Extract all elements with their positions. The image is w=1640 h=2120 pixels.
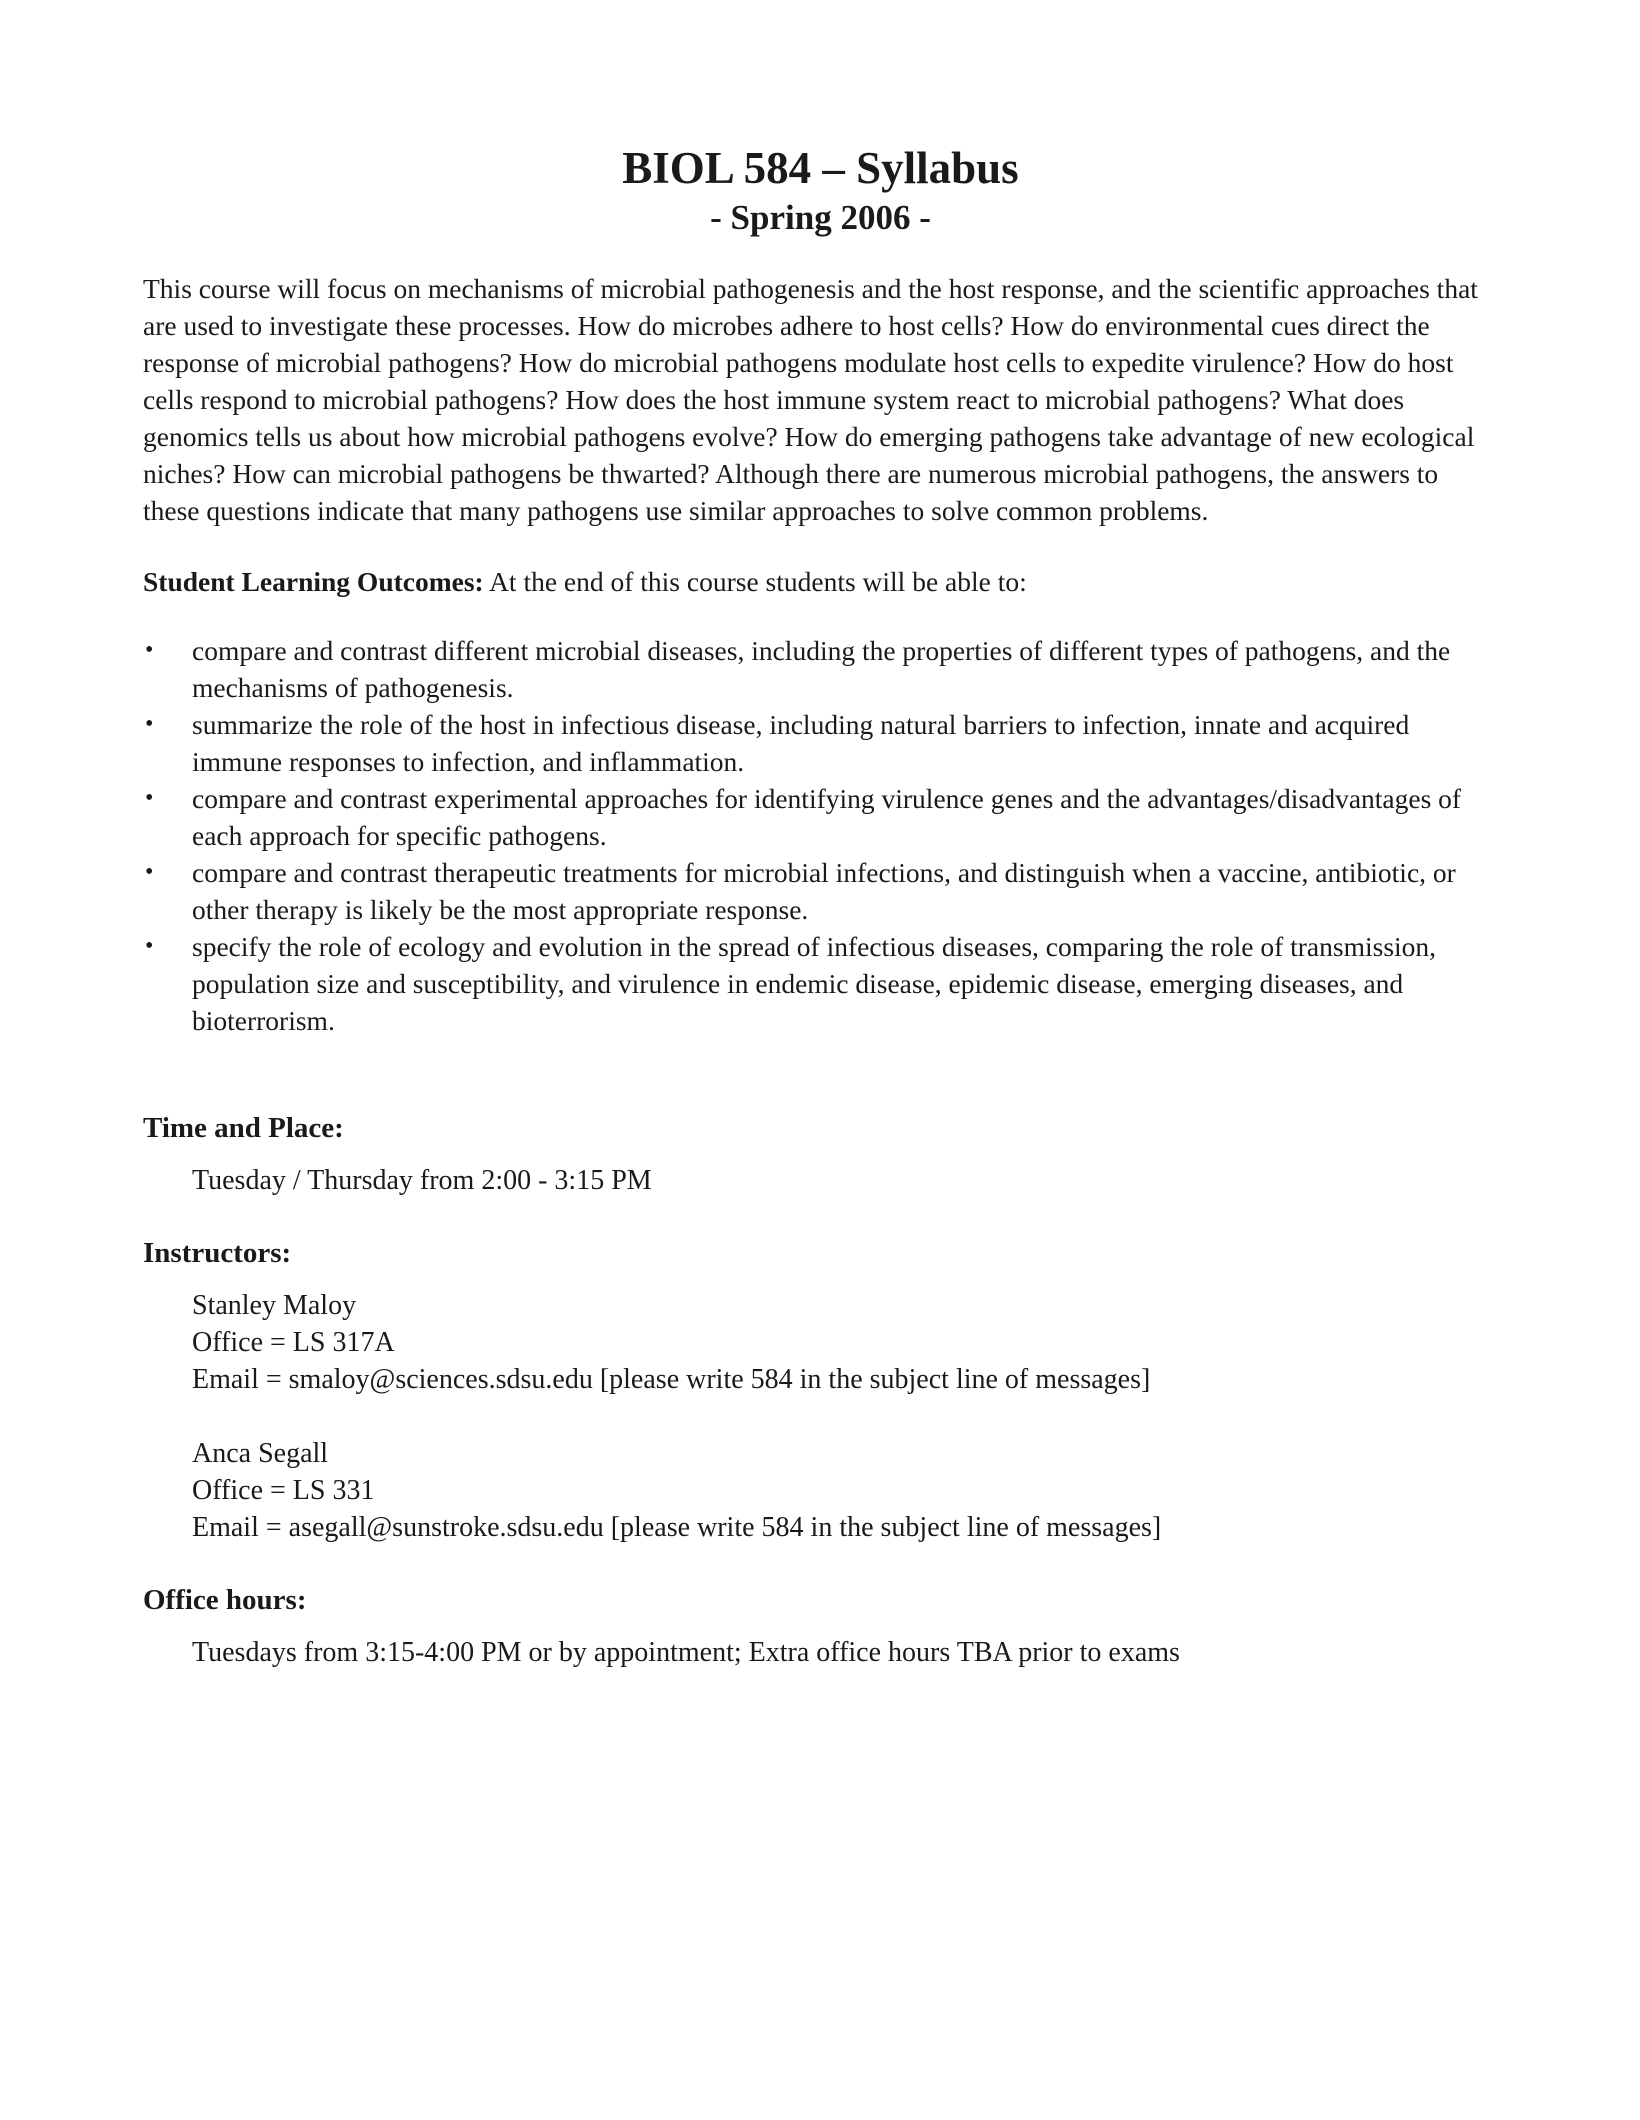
list-item	[143, 706, 1498, 780]
instructors-heading: Instructors:	[143, 1237, 292, 1269]
document-subtitle: - Spring 2006 -	[710, 198, 931, 237]
time-place-heading: Time and Place:	[143, 1112, 344, 1144]
outcome-text: compare and contrast different microbial diseases, including the properties of different types of pathogens, and the mechanisms of pathogenesis.	[192, 635, 1451, 703]
outcome-text: specify the role of ecology and evolution in the spread of infectious diseases, comparing the role of transmission, population size and susceptibility, and virulence in endemic disease, epidemic disease, emerging diseases, and bioterrorism.	[192, 931, 1437, 1036]
bullet-icon: •	[145, 933, 154, 959]
instructor-email: Email = smaloy@sciences.sdsu.edu [please write 584 in the subject line of messages]	[192, 1364, 1151, 1395]
bullet-icon: •	[145, 711, 154, 737]
course-description: This course will focus on mechanisms of microbial pathogenesis and the host response, and the scientific approaches that are used to investigate these processes. How do microbes adhere to host cells? How do environmental cues direct the response of microbial pathogens? How do microbial pathogens modulate host cells to expedite virulence? How do host cells respond to microbial pathogens? How does the host immune system react to microbial pathogens? What does genomics tells us about how microbial pathogens evolve? How do emerging pathogens take advantage of new ecological niches? How can microbial pathogens be thwarted? Although there are numerous microbial pathogens, the answers to these questions indicate that many pathogens use similar approaches to solve common problems.	[143, 273, 1478, 526]
outcome-text: compare and contrast experimental approaches for identifying virulence genes and the advantages/disadvantages of each approach for specific pathogens.	[192, 783, 1462, 851]
office-hours-value: Tuesdays from 3:15-4:00 PM or by appointment; Extra office hours TBA prior to exams	[192, 1637, 1180, 1668]
learning-outcomes-heading: Student Learning Outcomes:	[143, 566, 484, 597]
instructor-block-maloy	[143, 1287, 1498, 1398]
time-place-value: Tuesday / Thursday from 2:00 - 3:15 PM	[192, 1165, 652, 1196]
office-hours-heading: Office hours:	[143, 1584, 307, 1616]
syllabus-page	[143, 140, 1498, 1671]
document-title: BIOL 584 – Syllabus	[622, 143, 1019, 193]
instructor-office: Office = LS 317A	[192, 1327, 395, 1358]
bullet-icon: •	[145, 859, 154, 885]
list-item	[143, 928, 1498, 1039]
learning-outcomes-intro	[143, 563, 1498, 600]
bullet-icon: •	[145, 637, 154, 663]
list-item	[143, 632, 1498, 706]
instructor-name: Stanley Maloy	[192, 1290, 357, 1321]
instructor-block-segall	[143, 1435, 1498, 1546]
list-item	[143, 854, 1498, 928]
list-item	[143, 780, 1498, 854]
outcome-text: summarize the role of the host in infectious disease, including natural barriers to infection, innate and acquired immune responses to infection, and inflammation.	[192, 709, 1410, 777]
bullet-icon: •	[145, 785, 154, 811]
learning-outcomes-lead: At the end of this course students will be able to:	[489, 566, 1027, 597]
outcome-text: compare and contrast therapeutic treatments for microbial infections, and distinguish when a vaccine, antibiotic, or other therapy is likely be the most appropriate response.	[192, 857, 1456, 925]
instructor-email: Email = asegall@sunstroke.sdsu.edu [please write 584 in the subject line of messages]	[192, 1512, 1162, 1543]
instructor-office: Office = LS 331	[192, 1475, 375, 1506]
learning-outcomes-list	[143, 632, 1498, 1039]
instructor-name: Anca Segall	[192, 1438, 329, 1469]
